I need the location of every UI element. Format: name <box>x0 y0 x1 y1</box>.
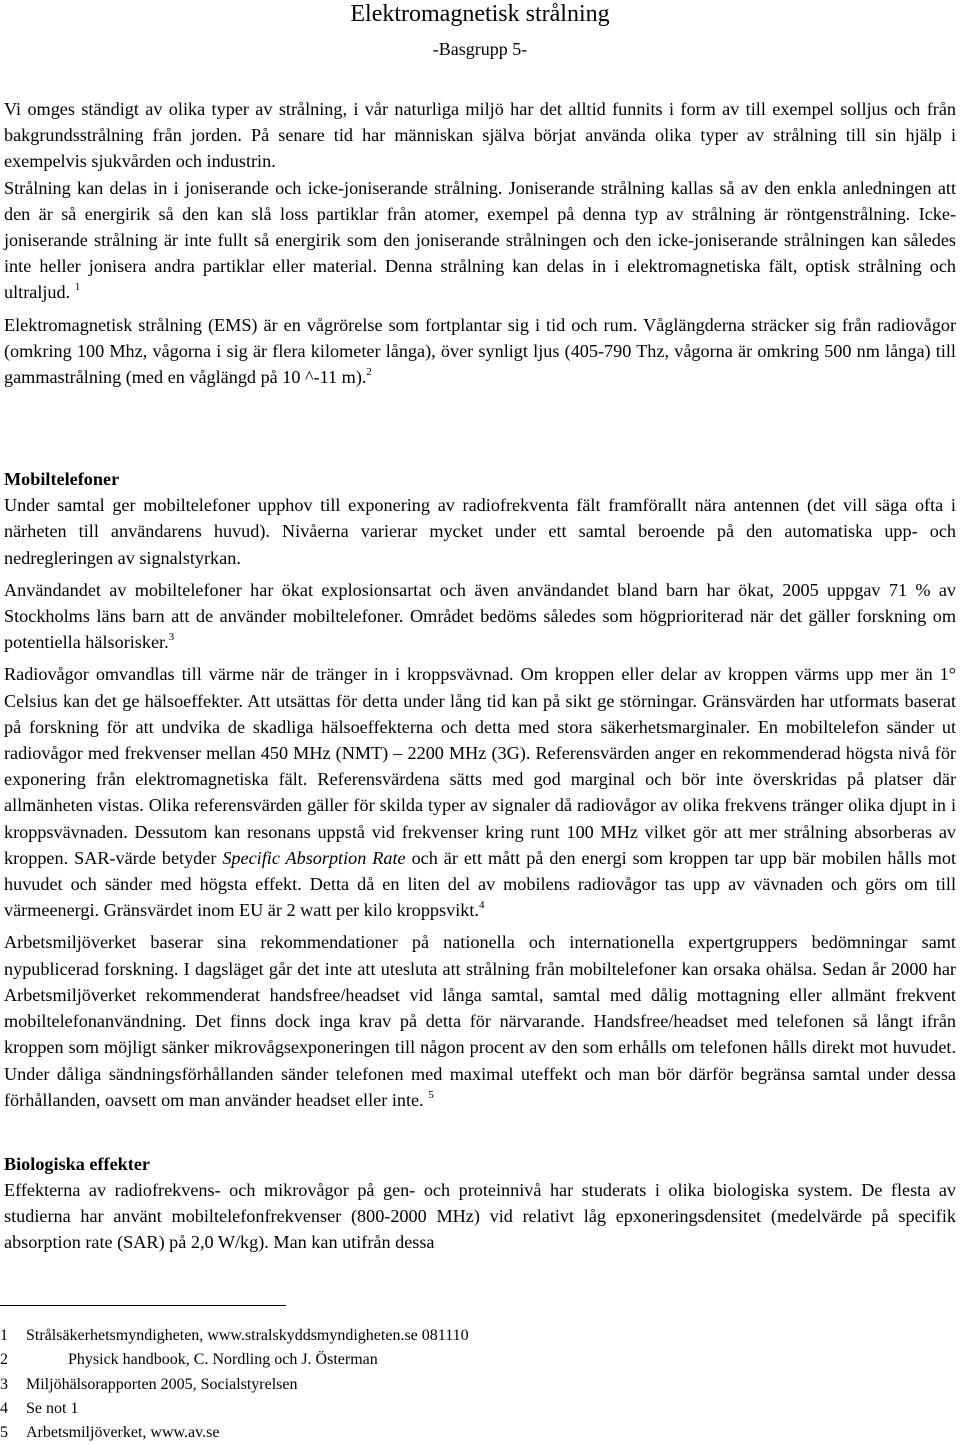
footnote-ref-2: 2 <box>366 366 372 379</box>
mobil-paragraph-2 <box>4 577 956 656</box>
footnote-ref-3: 3 <box>168 631 175 644</box>
intro-paragraph-3 <box>4 312 956 391</box>
sar-definition-italic: Specific Absorption Rate <box>222 847 406 868</box>
mobil-paragraph-1 <box>4 492 956 571</box>
mobil-paragraph-4 <box>4 929 956 1112</box>
footnote-ref-5: 5 <box>428 1088 434 1101</box>
intro-paragraph-2-text: Strålning kan delas in i joniserande och icke-joniserande strålning. Joniserande strålning kallas så av den enkla anledningen att den är så energirik så den kan slå loss partiklar från atomer, exempel på denna typ av strålning är röntgenstrålning. Icke-joniserande strålning är inte fullt så energirik som den joniserande strålningen och den icke-joniserande strålningen kan således inte heller jonisera andra partiklar eller material. Denna strålning kan delas in i elektromagnetiska fält, optisk strålning och ultraljud. <box>4 177 956 303</box>
footnote-number: 1 <box>0 1327 8 1344</box>
footnote-text: Miljöhälsorapporten 2005, Socialstyrelsen <box>26 1375 298 1393</box>
footnote-item <box>0 1373 952 1397</box>
document-subtitle: -Basgrupp 5- <box>432 39 528 59</box>
mobil-paragraph-4-text: Arbetsmiljöverket baserar sina rekommendationer på nationella och internationella expertgruppers bedömningar samt nypublicerad forskning. I dagsläget går det inte att utesluta att strålning från mobiltelefoner kan orsaka ohälsa. Sedan år 2000 har Arbetsmiljöverket rekommenderat handsfree/headset vid långa samtal, samtal med dålig mottagning eller allmänt frekvent mobiltelefonanvändning. Det finns dock inga krav på detta för närvarande. Handsfree/headset med telefonen så långt ifrån kroppen som möjligt sänker mikrovågsexponeringen till någon procent av den som erhålls om telefonen hålls direkt mot huvudet. Under dåliga sändningsförhållanden sänder telefonen med maximal uteffekt och man bör därför begränsa samtal under dessa förhållanden, oavsett om man använder headset eller inte. <box>4 932 956 1110</box>
footnote-ref-4: 4 <box>478 899 485 912</box>
intro-paragraph-1-text: Vi omges ständigt av olika typer av strålning, i vår naturliga miljö har det alltid funnits i form av till exempel solljus och från bakgrundsstrålning från jorden. På senare tid har människan själva börjat använda olika typer av strålning till sin hjälp i exempelvis sjukvården och industrin. <box>4 99 956 172</box>
section-heading-mobiltelefoner: Mobiltelefoner <box>4 469 120 490</box>
mobil-paragraph-3-text-a: Radiovågor omvandlas till värme när de tränger in i kroppsvävnad. Om kroppen eller delar av kroppen värms upp mer än 1° Celsius kan det ge hälsoeffekter. Att utsättas för detta under lång tid kan på sikt ge störningar. Gränsvärden har utformats baserat på forskning för att undvika de skadliga hälsoeffekterna och detta med stora säkerhetsmarginaler. En mobiltelefon sänder ut radiovågor med frekvenser mellan 450 MHz (NMT) – 2200 MHz (3G). Referensvärden anger en rekommenderad högsta nivå för exponering från elektromagnetiska fält. Referensvärdena sätts med god marginal och bör inte överskridas på platser där allmänheten vistas. Olika referensvärden gäller för skilda typer av signaler då radiovågor av olika frekvens tränger olika djupt in i kroppsvävnaden. Dessutom kan resonans uppstå vid frekvenser kring runt 100 MHz vilket gör att mer strålning absorberas av kroppen. SAR-värde betyder <box>4 664 956 868</box>
footnote-item <box>0 1421 952 1445</box>
footnote-number: 2 <box>0 1351 8 1369</box>
mobil-paragraph-3 <box>4 661 956 923</box>
footnote-text: Strålsäkerhetsmyndigheten, www.stralskyddsmyndigheten.se 081110 <box>26 1327 469 1344</box>
footnote-text: Arbetsmiljöverket, www.av.se <box>26 1424 220 1442</box>
footnote-text: Se not 1 <box>26 1399 79 1417</box>
bio-paragraph-1 <box>4 1177 956 1256</box>
footnote-item <box>0 1348 952 1372</box>
bio-paragraph-1-text: Effekterna av radiofrekvens- och mikrovågor på gen- och proteinnivå har studerats i olika biologiska system. De flesta av studierna har använt mobiltelefonfrekvenser (800-2000 MHz) vid relativt låg epxoneringsdensitet (medelvärde på specifik absorption rate (SAR) på 2,0 W/kg). Man kan utifrån dessa <box>4 1179 956 1253</box>
intro-paragraph-1 <box>4 96 956 175</box>
mobil-paragraph-3-text-b: och är ett mått på den energi som kroppen tar upp bär mobilen hålls mot huvudet och sänder med högsta effekt. Detta då en liten del av mobilens radiovågor tas upp av vävnaden och görs om till värmeenergi. Gränsvärdet inom EU är 2 watt per kilo kroppsvikt. <box>4 847 956 921</box>
footnote-number: 5 <box>0 1424 8 1442</box>
mobil-paragraph-2-text: Användandet av mobiltelefoner har ökat explosionsartat och även användandet bland barn har ökat, 2005 uppgav 71 % av Stockholms läns barn att de använder mobiltelefoner. Området bedöms således som högprioriterad när det gäller forskning om potentiella hälsorisker. <box>4 579 956 653</box>
document-title: Elektromagnetisk strålning <box>350 1 610 27</box>
footnote-ref-1: 1 <box>74 281 81 294</box>
footnote-separator <box>0 1305 286 1306</box>
mobil-paragraph-1-text: Under samtal ger mobiltelefoner upphov till exponering av radiofrekventa fält framförallt nära antennen (det vill säga ofta i närheten till användarens huvud). Nivåerna varierar mycket under ett samtal beroende på den automatiska upp- och nedregleringen av signalstyrkan. <box>4 495 956 568</box>
footnotes <box>0 1324 952 1445</box>
footnote-text: Physick handbook, C. Nordling och J. Österman <box>68 1351 378 1369</box>
section-heading-biologiska-effekter: Biologiska effekter <box>4 1153 150 1174</box>
footnote-number: 4 <box>0 1399 8 1417</box>
footnote-number: 3 <box>0 1375 8 1393</box>
footnote-item <box>0 1397 952 1421</box>
intro-paragraph-2 <box>4 175 956 306</box>
intro-paragraph-3-text: Elektromagnetisk strålning (EMS) är en vågrörelse som fortplantar sig i tid och rum. Våglängderna sträcker sig från radiovågor (omkring 100 Mhz, vågorna i sig är flera kilometer långa), över synligt ljus (405-790 Thz, vågorna är omkring 500 nm långa) till gammastrålning (med en våglängd på 10 ^-11 m). <box>4 314 956 388</box>
document-page <box>4 0 956 1256</box>
footnote-item <box>0 1324 952 1348</box>
